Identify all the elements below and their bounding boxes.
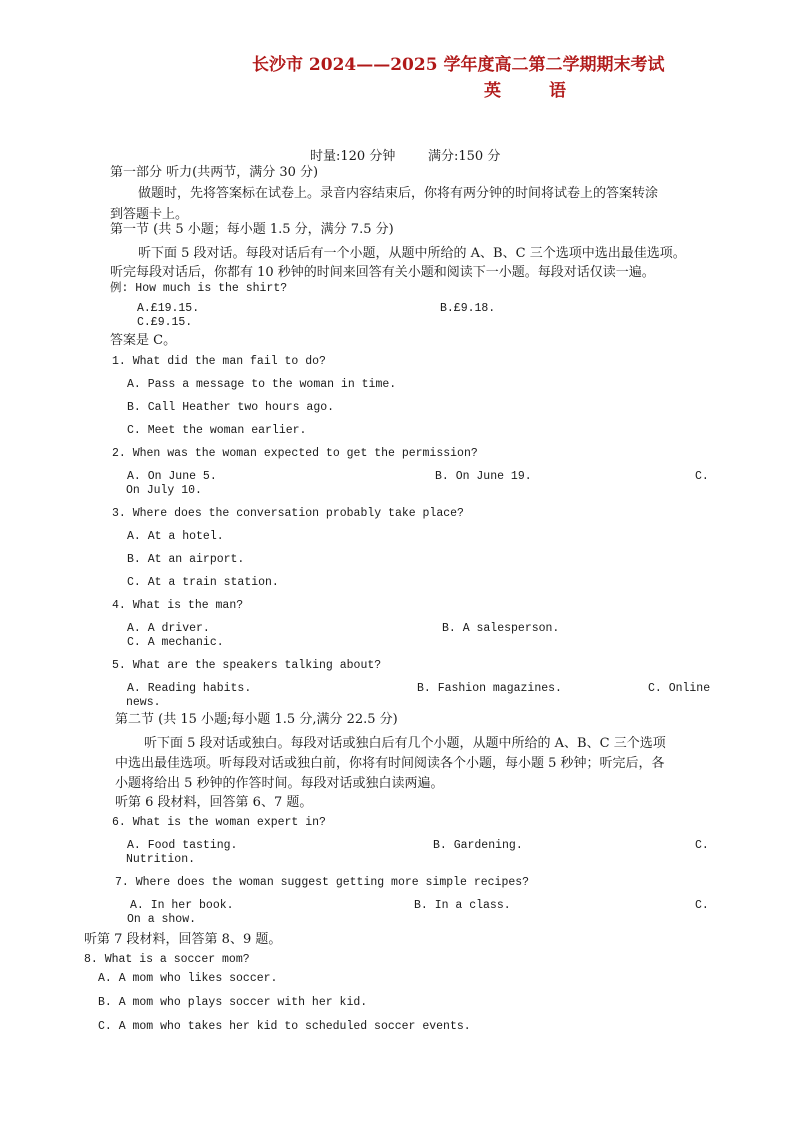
exam-score: 满分:150 分 [428,149,501,164]
example-question: 例: How much is the shirt? [110,282,288,295]
q4-option-c: C. A mechanic. [127,636,224,649]
material7-heading: 听第 7 段材料，回答第 8、9 题。 [84,932,282,947]
q2-option-c-label: C. [695,470,709,483]
example-answer: 答案是 C。 [110,333,177,348]
exam-title: 长沙市 2024——2025 学年度高二第二学期期末考试 [252,55,665,75]
q5-option-b: B. Fashion magazines. [417,682,562,695]
q3-option-c: C. At a train station. [127,576,279,589]
example-option-a: A.£19.15. [137,302,200,315]
section2-instruction-line3: 小题将给出 5 秒钟的作答时间。每段对话或独白读两遍。 [115,776,444,791]
section1-instruction-line1: 听下面 5 段对话。每段对话后有一个小题，从题中所给的 A、B、C 三个选项中选出最佳选项。 [138,246,686,261]
section2-heading: 第二节 (共 15 小题;每小题 1.5 分,满分 22.5 分) [115,712,398,727]
material6-heading: 听第 6 段材料，回答第 6、7 题。 [115,795,313,810]
q1-option-c: C. Meet the woman earlier. [127,424,307,437]
part1-heading: 第一部分 听力(共两节，满分 30 分) [110,165,319,180]
q4-option-a: A. A driver. [127,622,210,635]
q6-option-c-text: Nutrition. [126,853,196,866]
q3-stem: 3. Where does the conversation probably take place? [112,507,464,520]
q1-option-b: B. Call Heather two hours ago. [127,401,335,414]
section2-instruction-line1: 听下面 5 段对话或独白。每段对话或独白后有几个小题，从题中所给的 A、B、C 三个选项 [144,736,666,751]
part1-instruction-line2: 到答题卡上。 [110,207,189,222]
q8-option-c: C. A mom who takes her kid to scheduled soccer events. [98,1020,471,1033]
q6-option-b: B. Gardening. [433,839,523,852]
q2-option-c-text: On July 10. [126,484,202,497]
q2-option-a: A. On June 5. [127,470,217,483]
subject-char-2: 语 [549,81,566,101]
q8-option-a: A. A mom who likes soccer. [98,972,278,985]
q5-option-c-label: C. Online [648,682,711,695]
q5-option-c-text: news. [126,696,161,709]
subject-char-1: 英 [484,81,501,101]
q5-option-a: A. Reading habits. [127,682,252,695]
q6-option-c-label: C. [695,839,709,852]
q7-option-c-text: On a show. [127,913,197,926]
q7-option-b: B. In a class. [414,899,511,912]
example-option-c: C.£9.15. [137,316,193,329]
part1-instruction-line1: 做题时，先将答案标在试卷上。录音内容结束后，你将有两分钟的时间将试卷上的答案转涂 [138,186,659,201]
q8-stem: 8. What is a soccer mom? [84,953,250,966]
section2-instruction-line2: 中选出最佳选项。听每段对话或独白前，你将有时间阅读各个小题，每小题 5 秒钟；听完后，各 [115,756,665,771]
q7-option-c-label: C. [695,899,709,912]
q4-stem: 4. What is the man? [112,599,244,612]
q1-option-a: A. Pass a message to the woman in time. [127,378,397,391]
q3-option-b: B. At an airport. [127,553,245,566]
exam-time: 时量:120 分钟 [310,149,396,164]
q7-stem: 7. Where does the woman suggest getting more simple recipes? [115,876,530,889]
q6-option-a: A. Food tasting. [127,839,238,852]
q8-option-b: B. A mom who plays soccer with her kid. [98,996,368,1009]
section1-instruction-line2: 听完每段对话后，你都有 10 秒钟的时间来回答有关小题和阅读下一小题。每段对话仅读一遍。 [110,265,655,280]
q1-stem: 1. What did the man fail to do? [112,355,326,368]
q2-stem: 2. When was the woman expected to get the permission? [112,447,478,460]
q6-stem: 6. What is the woman expert in? [112,816,326,829]
section1-heading: 第一节 (共 5 小题；每小题 1.5 分，满分 7.5 分) [110,222,394,237]
q3-option-a: A. At a hotel. [127,530,224,543]
q2-option-b: B. On June 19. [435,470,532,483]
example-option-b: B.£9.18. [440,302,496,315]
q5-stem: 5. What are the speakers talking about? [112,659,382,672]
q7-option-a: A. In her book. [130,899,234,912]
q4-option-b: B. A salesperson. [442,622,560,635]
